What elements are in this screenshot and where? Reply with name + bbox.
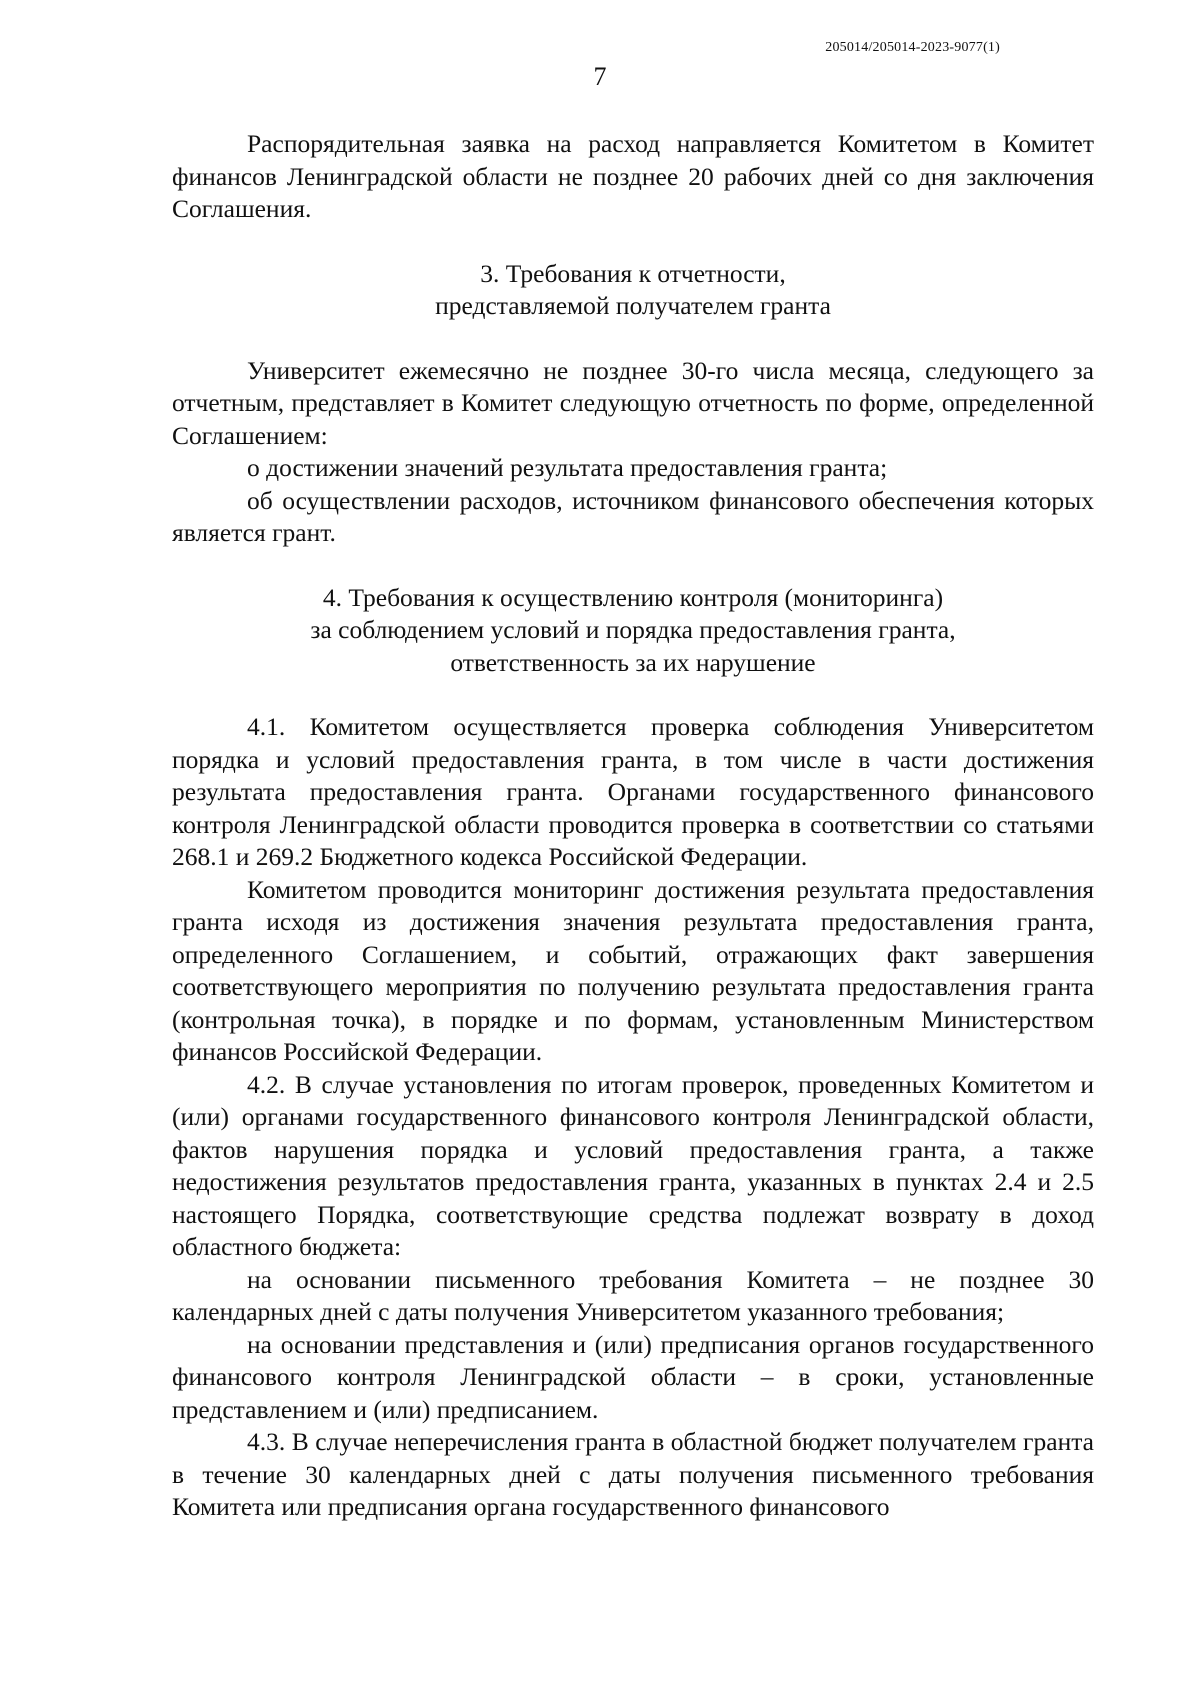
section-4-heading bbox=[172, 582, 1094, 680]
section-3-item-2: об осуществлении расходов, источником финансового обеспечения которых является грант. bbox=[172, 485, 1094, 547]
section-3-heading-line-1: 3. Требования к отчетности, bbox=[480, 258, 786, 288]
clause-4-2-item-1: на основании письменного требования Комитета – не позднее 30 календарных дней с даты получения Университетом указанного требования; bbox=[172, 1264, 1094, 1326]
section-4-heading-line-2: за соблюдением условий и порядка предоставления гранта, bbox=[310, 615, 956, 644]
document-id: 205014/205014-2023-9077(1) bbox=[825, 40, 1000, 55]
clause-4-2-item-2: на основании представления и (или) предписания органов государственного финансового контроля Ленинградской области – в сроки, установленные представлением и (или) предписанием. bbox=[172, 1329, 1094, 1424]
page-number: 7 bbox=[593, 62, 607, 91]
clause-4-1-monitoring: Комитетом проводится мониторинг достижения результата предоставления гранта исходя из достижения значения результата предоставления гранта, определенного Соглашением, и событий, отражающих факт завершения соответствующего мероприятия по получению результата предоставления гранта (контрольная точка), в порядке и по формам, установленным Министерством финансов Российской Федерации. bbox=[172, 874, 1094, 1066]
section-3-heading bbox=[172, 258, 1094, 323]
clause-4-3: 4.3. В случае неперечисления гранта в областной бюджет получателем гранта в течение 30 календарных дней с даты получения письменного требования Комитета или предписания органа государственного финансового bbox=[172, 1427, 1094, 1521]
section-3-item-1: о достижении значений результата предоставления гранта; bbox=[247, 453, 888, 482]
clause-4-1: 4.1. Комитетом осуществляется проверка соблюдения Университетом порядка и условий предоставления гранта, в том числе в части достижения результата предоставления гранта. Органами государственного финансового контроля Ленинградской области проводится проверка в соответствии со статьями 268.1 и 269.2 Бюджетного кодекса Российской Федерации. bbox=[172, 712, 1094, 871]
document-body bbox=[172, 128, 1094, 1524]
clause-4-2: 4.2. В случае установления по итогам проверок, проведенных Комитетом и (или) органами государственного финансового контроля Ленинградской области, фактов нарушения порядка и условий предоставления гранта, а также недостижения результатов предоставления гранта, указанных в пунктах 2.4 и 2.5 настоящего Порядка, соответствующие средства подлежат возврату в доход областного бюджета: bbox=[172, 1069, 1094, 1261]
section-3-paragraph: Университет ежемесячно не позднее 30-го числа месяца, следующего за отчетным, представляет в Комитет следующую отчетность по форме, определенной Соглашением: bbox=[172, 355, 1094, 450]
section-4-heading-line-3: ответственность за их нарушение bbox=[450, 647, 816, 677]
paragraph-intro: Распорядительная заявка на расход направляется Комитетом в Комитет финансов Ленинградской области не позднее 20 рабочих дней со дня заключения Соглашения. bbox=[172, 129, 1094, 223]
section-4-heading-line-1: 4. Требования к осуществлению контроля (мониторинга) bbox=[322, 582, 944, 612]
section-3-heading-line-2: представляемой получателем гранта bbox=[435, 291, 831, 320]
